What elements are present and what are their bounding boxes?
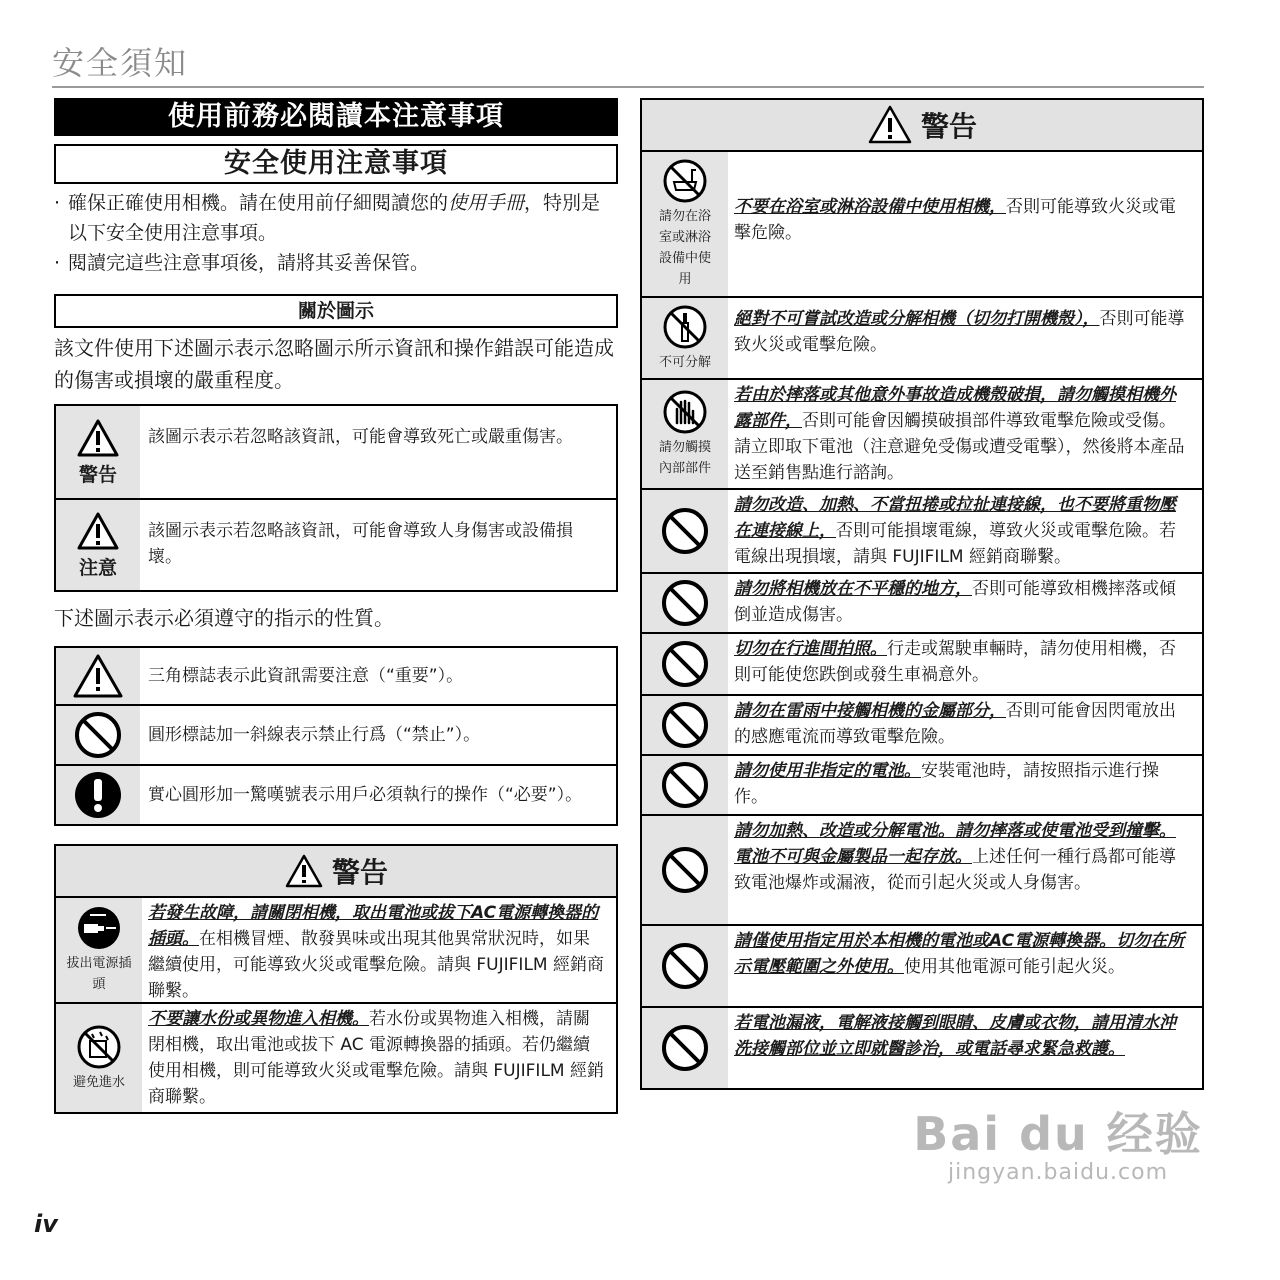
warning-emphasis: 請勿使用非指定的電池。 <box>734 761 921 781</box>
warning-row-touch <box>642 378 1202 488</box>
warning-header <box>642 100 1202 152</box>
warning-box-right <box>640 98 1204 1090</box>
warning-text <box>728 574 1202 632</box>
caution-label: 注意 <box>78 556 117 579</box>
no-disassemble-icon <box>642 298 728 378</box>
caution-triangle-icon <box>56 500 140 590</box>
warning-row-bath <box>642 152 1202 296</box>
warning-header <box>56 846 616 898</box>
prohibited-icon <box>642 816 728 924</box>
warning-row-disassemble <box>642 296 1202 378</box>
warning-detail: 使用其他電源可能引起火災。 <box>904 957 1125 977</box>
warning-row-power-source <box>642 924 1202 1006</box>
watermark-url: jingyan.baidu.com <box>947 1160 1169 1185</box>
intro-bullet-1-text: 確保正確使用相機。請在使用前仔細閱讀您的 <box>68 192 449 214</box>
warning-text <box>728 816 1202 924</box>
warning-detail: 否則可能會因觸摸破損部件導致電擊危險或受傷。請立即取下電池（注意避免受傷或遭受電擊），然後將本產品送至銷售點進行諮詢。 <box>734 411 1185 483</box>
instruction-text: 三角標誌表示此資訊需要注意（“重要”）。 <box>148 666 464 686</box>
about-icons-heading: 關於圖示 <box>54 294 618 328</box>
warning-emphasis: 若發生故障，請關閉相機，取出電池或拔下AC電源轉換器的插頭。 <box>148 903 599 949</box>
about-icons-description: 該文件使用下述圖示表示忽略圖示所示資訊和操作錯誤可能造成的傷害或損壞的嚴重程度。 <box>54 336 614 392</box>
top-rule <box>52 86 1204 88</box>
prohibited-icon <box>642 1008 728 1088</box>
prohibited-icon <box>642 696 728 754</box>
warning-box-left <box>54 844 618 1114</box>
icon-caption: 請勿觸摸內部部件 <box>658 440 711 476</box>
instruction-row <box>56 704 616 764</box>
instruction-text: 實心圓形加一驚嘆號表示用戶必須執行的操作（“必要”）。 <box>148 785 583 805</box>
warning-text <box>728 152 1202 296</box>
warning-detail: 行走或駕駛車輛時，請勿使用相機，否則可能使您跌倒或發生車禍意外。 <box>734 639 1176 685</box>
warning-text <box>728 696 1202 754</box>
warning-emphasis: 不要讓水份或異物進入相機。 <box>148 1009 369 1029</box>
sub-heading: 安全使用注意事項 <box>54 144 618 184</box>
warning-emphasis: 請勿改造、加熱、不當扭捲或拉扯連接線，也不要將重物壓在連接線上， <box>734 495 1176 541</box>
severity-table <box>54 404 618 592</box>
intro-bullets <box>54 188 618 278</box>
warning-row-cable <box>642 488 1202 572</box>
warning-row-water <box>56 1002 616 1112</box>
prohibited-icon <box>642 634 728 694</box>
no-bath-icon <box>642 152 728 296</box>
severity-row-caution <box>56 498 616 590</box>
warning-row-unplug <box>56 898 616 1002</box>
warning-detail: 上述任何一種行爲都可能導致電池爆炸或漏液，從而引起火災或人身傷害。 <box>734 847 1176 893</box>
warning-row-moving <box>642 632 1202 694</box>
warning-row-lightning <box>642 694 1202 754</box>
no-water-icon <box>56 1004 142 1112</box>
intro-bullet-2 <box>54 248 618 278</box>
prohibited-icon <box>56 706 140 764</box>
main-heading: 使用前務必閱讀本注意事項 <box>54 98 618 136</box>
prohibited-icon <box>642 926 728 1006</box>
unplug-icon <box>56 898 142 1002</box>
warning-text <box>728 926 1202 1006</box>
warning-text <box>142 1004 616 1112</box>
icon-caption: 請勿在浴室或淋浴設備中使用 <box>658 209 711 287</box>
warning-row-battery-type <box>642 754 1202 814</box>
warning-text <box>728 380 1202 488</box>
warning-text <box>728 634 1202 694</box>
warning-triangle-icon <box>56 406 140 498</box>
section-title: 安全須知 <box>52 44 189 82</box>
warning-emphasis: 請勿在雷雨中接觸相機的金屬部分， <box>734 701 1006 721</box>
warning-emphasis: 請僅使用指定用於本相機的電池或AC電源轉換器。切勿在所示電壓範圍之外使用。 <box>734 931 1185 977</box>
icon-caption: 避免進水 <box>72 1074 125 1090</box>
warning-emphasis: 切勿在行進間拍照。 <box>734 639 887 659</box>
warning-label: 警告 <box>78 463 117 486</box>
warning-text <box>728 298 1202 378</box>
instruction-row <box>56 764 616 824</box>
warning-text <box>728 1008 1202 1088</box>
warning-emphasis: 請勿將相機放在不平穩的地方， <box>734 579 972 599</box>
instruction-table <box>54 646 618 826</box>
intro-bullet-2-text: 閱讀完這些注意事項後，請將其妥善保管。 <box>68 252 430 274</box>
warning-detail: 否則可能導致火災或電擊危險。 <box>734 197 1176 243</box>
instruction-row <box>56 648 616 704</box>
intro-bullet-1 <box>54 188 618 248</box>
mandatory-exclamation-icon <box>56 766 140 824</box>
warning-title: 警告 <box>331 856 388 889</box>
manual-reference: 使用手冊 <box>448 192 525 214</box>
warning-text <box>142 898 616 1002</box>
watermark-brand: Bai du 经验 <box>913 1107 1203 1161</box>
warning-detail: 安裝電池時，請按照指示進行操作。 <box>734 761 1159 807</box>
warning-row-battery-handling <box>642 814 1202 924</box>
warning-emphasis: 絕對不可嘗試改造或分解相機（切勿打開機殼）， <box>734 309 1100 329</box>
warning-text <box>728 490 1202 572</box>
warning-triangle-icon <box>867 104 913 146</box>
warning-emphasis: 若電池漏液，電解液接觸到眼睛、皮膚或衣物，請用清水沖洗接觸部位並立即就醫診治，或電話尋求緊急救護。 <box>734 1013 1176 1059</box>
warning-detail: 否則可能導致相機摔落或傾倒並造成傷害。 <box>734 579 1176 625</box>
warning-emphasis: 不要在浴室或淋浴設備中使用相機， <box>734 197 1006 217</box>
warning-text <box>728 756 1202 814</box>
baidu-watermark <box>908 1098 1208 1185</box>
severity-text: 該圖示表示若忽略該資訊，可能會導致人身傷害或設備損壞。 <box>148 521 573 567</box>
warning-detail: 否則可能損壞電線，導致火災或電擊危險。若電線出現損壞，請與 FUJIFILM 經銷商聯繫。 <box>734 521 1176 567</box>
instruction-description: 下述圖示表示必須遵守的指示的性質。 <box>54 606 394 630</box>
triangle-exclamation-icon <box>56 648 140 704</box>
warning-title: 警告 <box>920 110 977 143</box>
intro-bullet-1-tail: ，特別是以下安全使用注意事項。 <box>68 192 601 244</box>
warning-detail: 否則可能會因閃電放出的感應電流而導致電擊危險。 <box>734 701 1176 747</box>
warning-row-leak <box>642 1006 1202 1088</box>
instruction-text: 圓形標誌加一斜線表示禁止行爲（“禁止”）。 <box>148 725 481 745</box>
prohibited-icon <box>642 756 728 814</box>
severity-row-warning <box>56 406 616 498</box>
warning-emphasis: 若由於摔落或其他意外事故造成機殼破損，請勿觸摸相機外露部件， <box>734 385 1176 431</box>
warning-emphasis: 請勿加熱、改造或分解電池。請勿摔落或使電池受到撞擊。電池不可與金屬製品一起存放。 <box>734 821 1176 867</box>
warning-row-unstable <box>642 572 1202 632</box>
prohibited-icon <box>642 574 728 632</box>
page-number: iv <box>34 1210 58 1238</box>
icon-caption: 拔出電源插頭 <box>66 956 132 992</box>
warning-detail: 否則可能導致火災或電擊危險。 <box>734 309 1185 355</box>
severity-text: 該圖示表示若忽略該資訊，可能會導致死亡或嚴重傷害。 <box>148 427 573 447</box>
warning-detail: 若水份或異物進入相機，請關閉相機，取出電池或拔下 AC 電源轉換器的插頭。若仍繼續使用相機，則可能導致火災或電擊危險。請與 FUJIFILM 經銷商聯繫。 <box>148 1009 604 1107</box>
prohibited-icon <box>642 490 728 572</box>
no-touch-icon <box>642 380 728 488</box>
warning-detail: 在相機冒煙、散發異味或出現其他異常狀況時，如果繼續使用，可能導致火災或電擊危險。請與 FUJIFILM 經銷商聯繫。 <box>148 929 604 1001</box>
warning-triangle-icon <box>284 853 324 889</box>
icon-caption: 不可分解 <box>658 354 711 370</box>
